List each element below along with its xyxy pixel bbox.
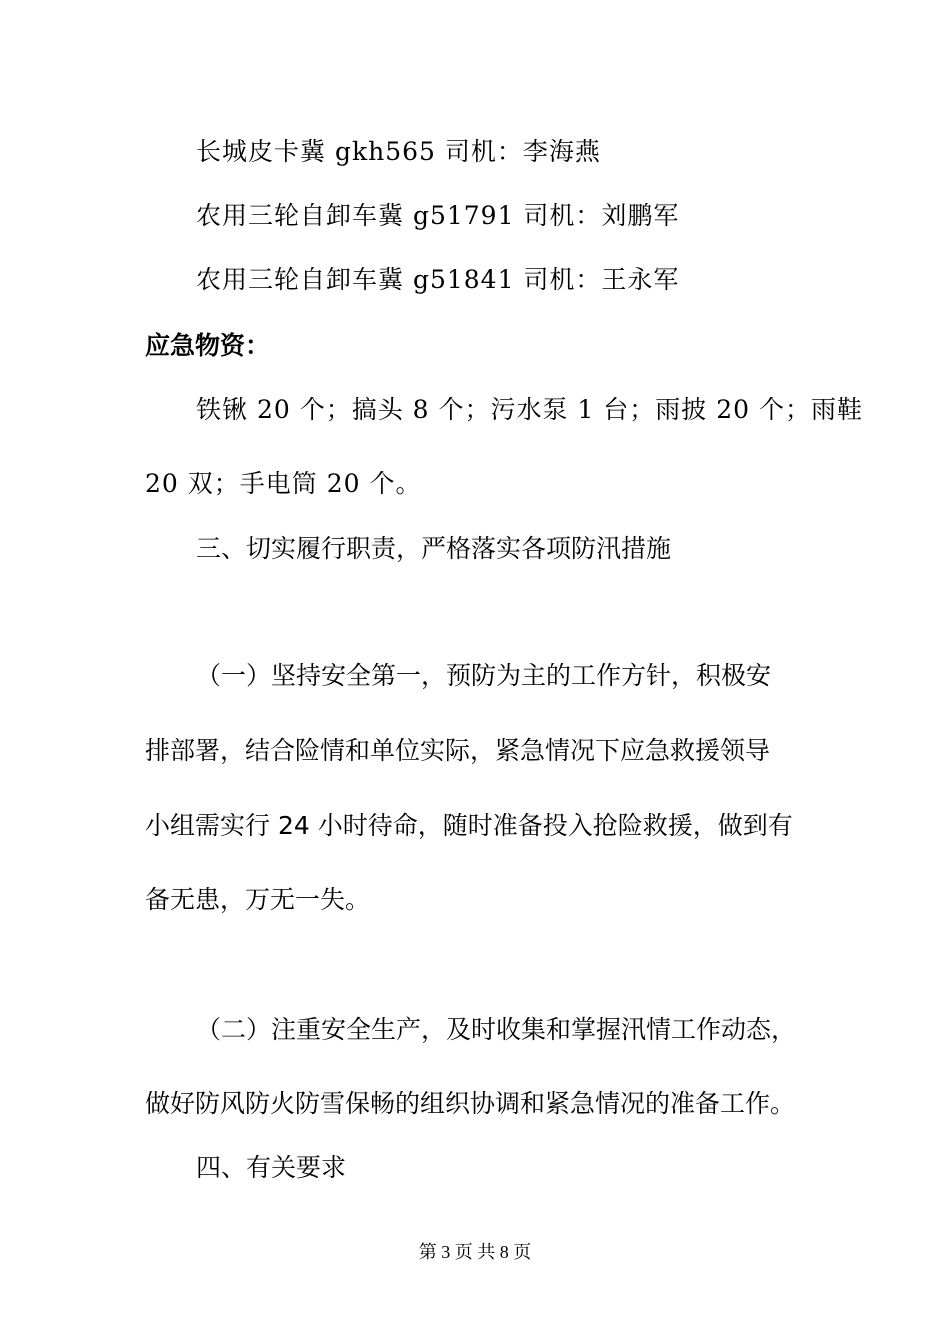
para-two-line-2: 做好防风防火防雪保畅的组织协调和紧急情况的准备工作。 <box>145 1089 796 1118</box>
emergency-supplies-heading: 应急物资： <box>145 331 271 360</box>
para-one-line-4: 备无患，万无一失。 <box>145 885 371 914</box>
section-four-heading: 四、有关要求 <box>196 1153 347 1182</box>
supplies-line-2: 20 双；手电筒 20 个。 <box>145 469 422 498</box>
para-one-line-3: 小组需实行 24 小时待命，随时准备投入抢险救援，做到有 <box>145 811 793 840</box>
vehicle-line-tricycle-2: 农用三轮自卸车冀 g51841 司机：王永军 <box>196 265 680 294</box>
supplies-line-1: 铁锹 20 个；搞头 8 个；污水泵 1 台；雨披 20 个；雨鞋 <box>196 395 864 424</box>
section-three-heading: 三、切实履行职责，严格落实各项防汛措施 <box>196 534 672 563</box>
para-two-line-1: （二）注重安全生产，及时收集和掌握汛情工作动态， <box>196 1015 797 1044</box>
page-footer: 第 3 页 共 8 页 <box>418 1242 532 1262</box>
para-one-line-2: 排部署，结合险情和单位实际，紧急情况下应急救援领导 <box>145 736 771 765</box>
vehicle-line-pickup: 长城皮卡冀 gkh565 司机：李海燕 <box>196 137 601 166</box>
para-one-line-1: （一）坚持安全第一，预防为主的工作方针，积极安 <box>196 661 772 690</box>
vehicle-line-tricycle-1: 农用三轮自卸车冀 g51791 司机：刘鹏军 <box>196 201 680 230</box>
